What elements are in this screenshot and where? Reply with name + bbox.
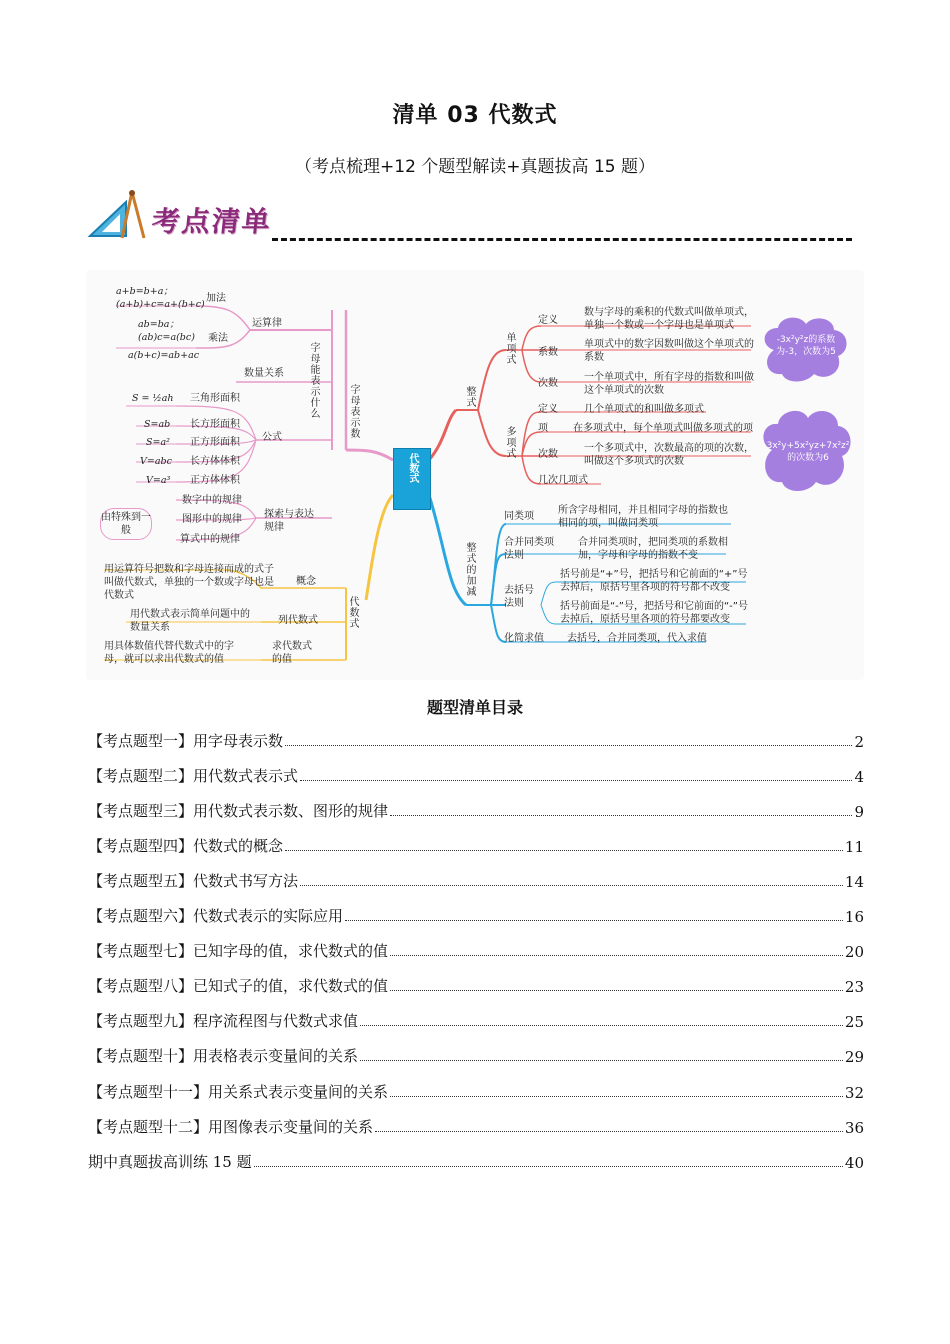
mm-mono-coef: 系数 (538, 347, 558, 358)
toc-item-5[interactable]: 【考点题型五】代数式书写方法 14 (88, 872, 864, 891)
toc-item-12[interactable]: 【考点题型十二】用图像表示变量间的关系 36 (88, 1118, 864, 1137)
mm-bubble-1: -3x²y²z的系数为-3，次数为5 (776, 335, 836, 357)
mind-map (86, 270, 864, 680)
mm-square-f: S=a² (146, 437, 170, 448)
banner-label: 考点清单 (150, 205, 274, 238)
mm-poly-def: 定义 (538, 404, 558, 415)
toc-title: 题型清单目录 (426, 698, 523, 717)
mm-like-terms: 同类项 (504, 511, 534, 522)
mm-eval: 求代数式的值 (272, 641, 312, 665)
mm-poly-nn: 几次几项式 (538, 475, 588, 486)
mm-square: 正方形面积 (190, 437, 240, 448)
section-banner (86, 188, 856, 248)
mm-poly-def-text: 几个单项式的和叫做多项式 (584, 404, 704, 415)
toc-item-13[interactable]: 期中真题拔高训练 15 题 40 (88, 1153, 864, 1172)
mm-explore: 探索与表达规律 (264, 509, 314, 533)
mm-letters-branch: 字母表示数 (348, 384, 359, 439)
page-subtitle: （考点梳理+12 个题型解读+真题拔高 15 题） (295, 157, 655, 177)
toc-item-10[interactable]: 【考点题型十】用表格表示变量间的关系 29 (88, 1047, 864, 1066)
mm-monomial: 单项式 (504, 332, 515, 365)
mm-addsub: 整式的加减 (464, 542, 475, 597)
mm-multiplication: 乘法 (208, 333, 228, 344)
mm-remove: 去括号法则 (504, 585, 534, 609)
mm-mono-coef-text: 单项式中的数字因数叫做这个单项式的系数 (584, 339, 754, 363)
mm-concept-text: 用运算符号把数和字母连接而成的式子叫做代数式，单独的一个数或字母也是代数式 (104, 564, 274, 601)
mm-pattern-expr: 算式中的规律 (180, 534, 240, 545)
mm-quantity: 数量关系 (244, 368, 284, 379)
mm-eval-text: 用具体数值代替代数式中的字母，就可以求出代数式的值 (104, 641, 234, 665)
mm-poly-term-text: 在多项式中，每个单项式叫做多项式的项 (573, 423, 753, 434)
mm-poly-deg-text: 一个多项式中，次数最高的项的次数，叫做这个多项式的次数 (584, 443, 754, 467)
mm-expr-branch: 代数式 (347, 596, 358, 629)
mm-cuboid: 长方体体积 (190, 456, 240, 467)
mm-remove-plus: 括号前是“+”号，把括号和它前面的“+”号去掉后，原括号里各项的符号都不改变 (560, 569, 748, 593)
mm-integral: 整式 (464, 386, 475, 408)
toc-item-3[interactable]: 【考点题型三】用代数式表示数、图形的规律 9 (88, 802, 864, 821)
toc-item-11[interactable]: 【考点题型十一】用关系式表示变量间的关系 32 (88, 1083, 864, 1102)
mm-poly-term: 项 (538, 423, 548, 434)
mm-mono-deg-text: 一个单项式中，所有字母的指数和叫做这个单项式的次数 (584, 372, 754, 396)
mm-poly-deg: 次数 (538, 449, 558, 460)
mm-write-expr: 列代数式 (278, 615, 318, 626)
ruler-compass-icon (86, 188, 150, 248)
mm-operation-law: 运算律 (252, 318, 282, 329)
mm-cube: 正方体体积 (190, 475, 240, 486)
mm-addition: 加法 (206, 293, 226, 304)
toc-item-6[interactable]: 【考点题型六】代数式表示的实际应用 16 (88, 907, 864, 926)
mm-combine-text: 合并同类项时，把同类项的系数相加，字母和字母的指数不变 (578, 537, 728, 561)
mm-letters-represent: 字母能表示什么 (308, 342, 319, 419)
mm-rect: 长方形面积 (190, 419, 240, 430)
page-title: 清单 03 代数式 (392, 103, 558, 128)
mm-concept: 概念 (296, 576, 316, 587)
mm-special-general: 由特殊到一般 (100, 508, 152, 540)
toc-item-7[interactable]: 【考点题型七】已知字母的值，求代数式的值 20 (88, 942, 864, 961)
mm-triangle-f: S = ½ah (132, 393, 174, 404)
mm-mul-f1: ab=ba； (138, 319, 179, 330)
mm-polynomial: 多项式 (504, 426, 515, 459)
mm-write-text: 用代数式表示简单问题中的数量关系 (130, 609, 250, 633)
mm-rect-f: S=ab (144, 419, 171, 430)
mm-mul-f2: (ab)c=a(bc) (138, 332, 195, 343)
mm-pattern-num: 数字中的规律 (182, 495, 242, 506)
toc-item-9[interactable]: 【考点题型九】程序流程图与代数式求值 25 (88, 1012, 864, 1031)
mm-cube-f: V=a³ (146, 475, 171, 486)
mm-cuboid-f: V=abc (140, 456, 172, 467)
toc-item-8[interactable]: 【考点题型八】已知式子的值，求代数式的值 23 (88, 977, 864, 996)
banner-divider (272, 238, 852, 241)
mm-add-f2: (a+b)+c=a+(b+c) (116, 299, 205, 310)
toc-item-2[interactable]: 【考点题型二】用代数式表示式 4 (88, 767, 864, 786)
mm-like-text: 所含字母相同，并且相同字母的指数也相同的项，叫做同类项 (558, 505, 728, 529)
mm-add-f1: a+b=b+a； (116, 286, 173, 297)
toc-item-1[interactable]: 【考点题型一】用字母表示数 2 (88, 732, 864, 751)
mm-combine: 合并同类项法则 (504, 537, 554, 561)
mm-simplify: 化简求值 (504, 633, 544, 644)
mm-simplify-text: 去括号，合并同类项，代入求值 (567, 633, 707, 644)
mm-mono-def: 定义 (538, 315, 558, 326)
mm-bubble-2: 3x²y+5x²yz+7x²z²的次数为6 (766, 441, 850, 463)
mm-mono-deg: 次数 (538, 378, 558, 389)
mm-formula: 公式 (262, 432, 282, 443)
toc-item-4[interactable]: 【考点题型四】代数式的概念 11 (88, 837, 864, 856)
mm-center: 代数式 (393, 448, 431, 510)
mm-remove-minus: 括号前面是“-”号，把括号和它前面的“-”号去掉后，原括号里各项的符号都要改变 (560, 601, 748, 625)
mm-pattern-shape: 图形中的规律 (182, 514, 242, 525)
mm-mul-f3: a(b+c)=ab+ac (128, 350, 200, 361)
mm-mono-def-text: 数与字母的乘积的代数式叫做单项式，单独一个数或一个字母也是单项式 (584, 307, 754, 331)
mm-triangle: 三角形面积 (190, 393, 240, 404)
